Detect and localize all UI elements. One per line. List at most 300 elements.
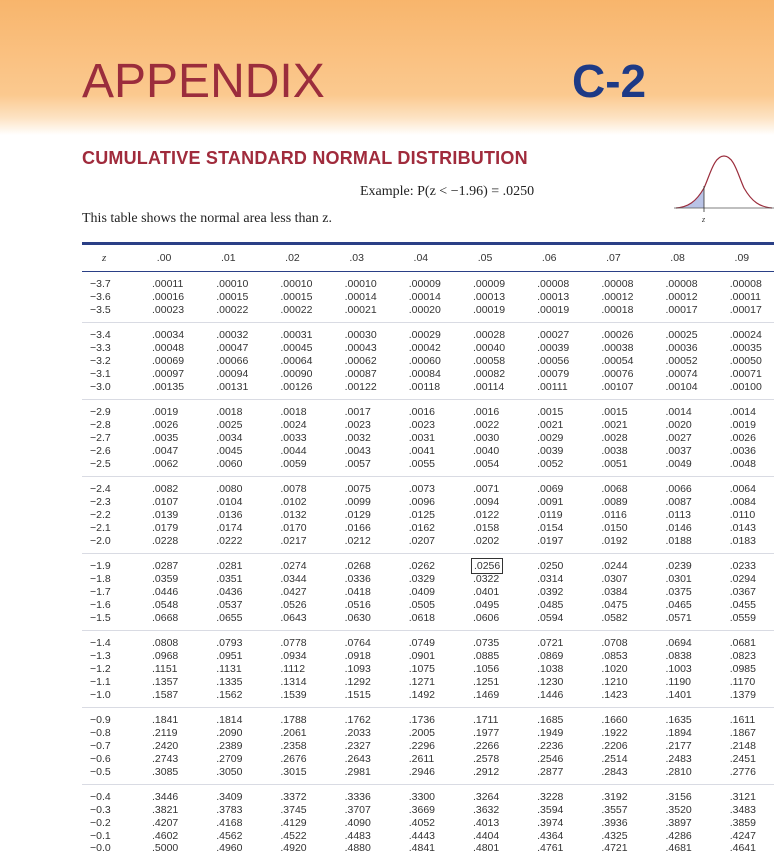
probability-cell: .0094 bbox=[472, 496, 500, 509]
probability-cell: .4522 bbox=[280, 829, 307, 842]
probability-cell: .0020 bbox=[665, 419, 692, 432]
probability-cell: .00010 bbox=[344, 278, 377, 290]
probability-cell: .0041 bbox=[408, 444, 436, 457]
probability-cell: .0075 bbox=[325, 477, 389, 496]
probability-cell: .0037 bbox=[665, 444, 692, 457]
table-row bbox=[82, 753, 774, 766]
probability-cell: .00023 bbox=[152, 303, 185, 316]
probability-cell: .0029 bbox=[537, 431, 564, 444]
probability-cell: .00084 bbox=[408, 367, 441, 380]
probability-cell: .0681 bbox=[710, 631, 774, 650]
probability-cell: .1562 bbox=[216, 688, 243, 701]
row-group bbox=[82, 323, 774, 400]
probability-cell: .0721 bbox=[517, 631, 581, 650]
probability-cell: .00040 bbox=[472, 342, 506, 355]
probability-cell: .0174 bbox=[216, 521, 243, 534]
probability-cell: .0344 bbox=[280, 573, 307, 586]
probability-cell: .0019 bbox=[729, 419, 756, 432]
probability-cell: .0294 bbox=[729, 573, 756, 586]
column-header: .06 bbox=[541, 252, 557, 264]
probability-cell: .0113 bbox=[665, 508, 691, 521]
column-header: .01 bbox=[220, 252, 236, 264]
z-value-cell: −2.1 bbox=[90, 521, 111, 534]
table-row bbox=[82, 509, 774, 522]
probability-cell: .0014 bbox=[710, 400, 774, 419]
probability-cell: .00034 bbox=[132, 323, 196, 342]
probability-cell: .00135 bbox=[152, 380, 185, 393]
probability-cell: .00131 bbox=[216, 380, 249, 393]
probability-cell: .00008 bbox=[601, 278, 634, 290]
probability-cell: .00122 bbox=[344, 380, 377, 393]
probability-cell: .5000 bbox=[152, 842, 179, 855]
probability-cell: .00038 bbox=[601, 342, 634, 355]
probability-cell: .0052 bbox=[537, 457, 564, 470]
z-value-cell: −3.0 bbox=[90, 380, 111, 393]
probability-cell: .0582 bbox=[601, 611, 628, 624]
probability-cell: .2148 bbox=[729, 739, 756, 752]
table-row bbox=[82, 400, 774, 419]
table-row bbox=[82, 804, 774, 817]
z-value-cell: −2.9 bbox=[82, 400, 132, 419]
probability-cell: .0031 bbox=[408, 431, 436, 444]
z-value-cell: −1.8 bbox=[90, 573, 111, 586]
z-value-cell: −0.6 bbox=[90, 752, 111, 765]
probability-cell: .3409 bbox=[196, 785, 260, 804]
probability-cell: .0901 bbox=[408, 650, 436, 663]
probability-cell: .0233 bbox=[710, 554, 774, 573]
probability-cell: .00016 bbox=[152, 290, 185, 303]
probability-cell: .00069 bbox=[152, 354, 185, 367]
probability-cell: .4801 bbox=[472, 842, 500, 855]
probability-cell: .0021 bbox=[537, 419, 564, 432]
table-row bbox=[82, 727, 774, 740]
probability-cell: .4641 bbox=[729, 842, 756, 855]
probability-cell: .0274 bbox=[260, 554, 324, 573]
probability-cell: .00012 bbox=[665, 290, 698, 303]
probability-cell: .0606 bbox=[472, 611, 500, 624]
probability-cell: .0051 bbox=[601, 457, 628, 470]
probability-cell: .0060 bbox=[216, 457, 243, 470]
z-value-cell: −0.7 bbox=[90, 739, 111, 752]
z-value-cell: −2.2 bbox=[90, 508, 111, 521]
probability-cell: .0107 bbox=[152, 496, 179, 509]
probability-cell: .3015 bbox=[280, 765, 307, 778]
probability-cell: .0055 bbox=[408, 457, 436, 470]
probability-cell: .4404 bbox=[472, 829, 500, 842]
probability-cell: .00036 bbox=[665, 342, 698, 355]
probability-cell: .00126 bbox=[280, 380, 313, 393]
probability-cell: .0918 bbox=[344, 650, 371, 663]
probability-cell: .2843 bbox=[601, 765, 628, 778]
probability-cell: .1190 bbox=[665, 675, 691, 688]
normal-distribution-table bbox=[82, 242, 774, 861]
probability-cell: .0146 bbox=[665, 521, 692, 534]
appendix-code: C-2 bbox=[572, 55, 647, 107]
probability-cell: .2877 bbox=[537, 765, 564, 778]
probability-cell: .0015 bbox=[581, 400, 645, 419]
probability-cell: .3632 bbox=[472, 804, 500, 817]
probability-cell: .4483 bbox=[344, 829, 371, 842]
z-value-cell: −2.0 bbox=[90, 534, 111, 547]
probability-cell: .0036 bbox=[729, 444, 756, 457]
probability-cell: .1515 bbox=[344, 688, 371, 701]
probability-cell: .0139 bbox=[152, 508, 179, 521]
probability-cell: .00029 bbox=[389, 323, 453, 342]
probability-cell: .00079 bbox=[537, 367, 570, 380]
probability-cell: .1423 bbox=[601, 688, 628, 701]
probability-cell: .0023 bbox=[408, 419, 436, 432]
probability-cell: .0040 bbox=[472, 444, 500, 457]
table-row bbox=[82, 272, 774, 291]
probability-cell: .00019 bbox=[537, 303, 570, 316]
z-value-cell: −0.4 bbox=[82, 785, 132, 804]
table-row bbox=[82, 740, 774, 753]
probability-cell: .2451 bbox=[729, 752, 756, 765]
probability-cell: .0455 bbox=[729, 598, 756, 611]
probability-cell: .0019 bbox=[132, 400, 196, 419]
probability-cell: .0268 bbox=[325, 554, 389, 573]
probability-cell: .0069 bbox=[517, 477, 581, 496]
probability-cell: .0838 bbox=[665, 650, 692, 663]
probability-cell: .1446 bbox=[537, 688, 564, 701]
probability-cell: .3821 bbox=[152, 804, 179, 817]
z-value-cell: −0.8 bbox=[90, 727, 111, 740]
probability-cell: .00014 bbox=[408, 290, 441, 303]
probability-cell: .0078 bbox=[260, 477, 324, 496]
probability-cell: .0043 bbox=[344, 444, 371, 457]
probability-cell: .1170 bbox=[729, 675, 756, 688]
z-value-cell: −2.7 bbox=[90, 431, 111, 444]
probability-cell: .0392 bbox=[537, 585, 564, 598]
probability-cell: .0044 bbox=[280, 444, 307, 457]
table-row bbox=[82, 586, 774, 599]
probability-cell: .0119 bbox=[537, 508, 563, 521]
z-value-cell: −3.7 bbox=[90, 278, 111, 290]
probability-cell: .00114 bbox=[472, 380, 505, 393]
probability-cell: .1922 bbox=[601, 727, 628, 740]
z-value-cell: −3.1 bbox=[90, 367, 111, 380]
probability-cell: .3336 bbox=[325, 785, 389, 804]
table-row bbox=[82, 419, 774, 432]
probability-cell: .00118 bbox=[408, 380, 441, 393]
probability-cell: .4761 bbox=[537, 842, 564, 855]
probability-cell: .2676 bbox=[280, 752, 307, 765]
probability-cell: .00008 bbox=[729, 278, 762, 290]
probability-cell: .0059 bbox=[280, 457, 307, 470]
probability-cell: .00021 bbox=[344, 303, 377, 316]
probability-cell: .0170 bbox=[280, 521, 307, 534]
probability-cell: .0202 bbox=[472, 534, 500, 547]
probability-cell: .0384 bbox=[601, 585, 628, 598]
column-header: .09 bbox=[734, 252, 750, 264]
probability-cell: .00090 bbox=[280, 367, 313, 380]
probability-cell: .00028 bbox=[453, 323, 517, 342]
probability-cell: .0222 bbox=[216, 534, 243, 547]
probability-cell: .0485 bbox=[537, 598, 564, 611]
probability-cell: .0287 bbox=[132, 554, 196, 573]
probability-cell: .4364 bbox=[537, 829, 564, 842]
probability-cell: .00062 bbox=[344, 354, 377, 367]
probability-cell: .0537 bbox=[216, 598, 243, 611]
column-header-z: z bbox=[102, 252, 107, 264]
z-value-cell: −1.0 bbox=[90, 688, 111, 701]
z-value-cell: −1.7 bbox=[90, 585, 111, 598]
z-value-cell: −2.5 bbox=[90, 457, 111, 470]
probability-cell: .00024 bbox=[710, 323, 774, 342]
probability-cell: .0026 bbox=[152, 419, 179, 432]
probability-cell: .00009 bbox=[408, 278, 441, 290]
probability-cell: .3859 bbox=[729, 816, 756, 829]
probability-cell: .00045 bbox=[280, 342, 313, 355]
probability-cell: .0764 bbox=[325, 631, 389, 650]
probability-cell: .3228 bbox=[517, 785, 581, 804]
probability-cell: .4920 bbox=[280, 842, 307, 855]
probability-cell: .0418 bbox=[344, 585, 371, 598]
probability-cell: .00039 bbox=[537, 342, 570, 355]
probability-cell: .0708 bbox=[581, 631, 645, 650]
probability-cell: .0559 bbox=[729, 611, 756, 624]
row-group bbox=[82, 554, 774, 631]
probability-cell: .0150 bbox=[601, 521, 628, 534]
probability-cell: .0062 bbox=[152, 457, 179, 470]
probability-cell: .2483 bbox=[665, 752, 692, 765]
probability-cell: .0096 bbox=[408, 496, 436, 509]
table-row bbox=[82, 445, 774, 458]
z-value-cell: −3.3 bbox=[90, 342, 111, 355]
probability-cell: .0427 bbox=[280, 585, 307, 598]
probability-cell: .1075 bbox=[408, 662, 436, 675]
probability-cell: .00082 bbox=[472, 367, 506, 380]
table-header-row bbox=[82, 245, 774, 272]
probability-cell: .0014 bbox=[646, 400, 710, 419]
probability-cell: .00025 bbox=[646, 323, 710, 342]
probability-cell: .2514 bbox=[601, 752, 628, 765]
probability-cell: .0049 bbox=[665, 457, 692, 470]
probability-cell: .4960 bbox=[216, 842, 243, 855]
probability-cell: .3121 bbox=[710, 785, 774, 804]
probability-cell: .3300 bbox=[389, 785, 453, 804]
probability-cell: .0934 bbox=[280, 650, 307, 663]
curve-axis-label: z bbox=[702, 215, 706, 224]
example-text bbox=[360, 184, 534, 200]
probability-cell: .0351 bbox=[216, 573, 243, 586]
probability-cell: .0143 bbox=[729, 521, 756, 534]
probability-cell: .4129 bbox=[280, 816, 307, 829]
probability-cell: .2578 bbox=[472, 752, 500, 765]
probability-cell: .0197 bbox=[537, 534, 564, 547]
probability-cell: .3974 bbox=[537, 816, 564, 829]
probability-cell: .0375 bbox=[665, 585, 692, 598]
probability-cell: .4052 bbox=[408, 816, 436, 829]
probability-cell: .00107 bbox=[601, 380, 634, 393]
probability-cell: .2119 bbox=[152, 727, 178, 740]
probability-cell: .00027 bbox=[517, 323, 581, 342]
table-row bbox=[82, 842, 774, 861]
column-header: .05 bbox=[477, 252, 493, 264]
probability-cell: .0122 bbox=[472, 508, 500, 521]
column-header: .04 bbox=[413, 252, 429, 264]
probability-cell: .2327 bbox=[344, 739, 371, 752]
probability-cell: .2358 bbox=[280, 739, 307, 752]
probability-cell: .00097 bbox=[152, 367, 185, 380]
probability-cell: .0207 bbox=[408, 534, 436, 547]
probability-cell: .1611 bbox=[710, 708, 774, 727]
probability-cell: .2266 bbox=[472, 739, 500, 752]
probability-cell: .0655 bbox=[216, 611, 243, 624]
z-value-cell: −0.5 bbox=[90, 765, 111, 778]
probability-cell: .0016 bbox=[389, 400, 453, 419]
z-value-cell: −1.5 bbox=[90, 611, 111, 624]
probability-cell: .4562 bbox=[216, 829, 243, 842]
probability-cell: .0066 bbox=[646, 477, 710, 496]
probability-cell: .4681 bbox=[665, 842, 692, 855]
column-header: .03 bbox=[349, 252, 364, 264]
probability-cell: .4325 bbox=[601, 829, 628, 842]
table-row bbox=[82, 554, 774, 573]
probability-cell: .1056 bbox=[472, 662, 500, 675]
probability-cell: .00094 bbox=[216, 367, 249, 380]
probability-cell: .2005 bbox=[408, 727, 436, 740]
table-row bbox=[82, 323, 774, 342]
probability-cell: .1894 bbox=[665, 727, 692, 740]
probability-cell: .0024 bbox=[280, 419, 307, 432]
probability-cell: .3669 bbox=[408, 804, 436, 817]
probability-cell: .1112 bbox=[280, 662, 306, 675]
probability-cell: .4443 bbox=[408, 829, 436, 842]
probability-cell: .1251 bbox=[472, 675, 500, 688]
probability-cell: .00017 bbox=[729, 303, 762, 316]
probability-cell: .0548 bbox=[152, 598, 179, 611]
probability-cell: .00022 bbox=[216, 303, 249, 316]
table-row bbox=[82, 342, 774, 355]
probability-cell: .3050 bbox=[216, 765, 243, 778]
probability-cell: .4721 bbox=[601, 842, 628, 855]
z-value-cell: −3.5 bbox=[90, 303, 111, 316]
probability-cell: .4090 bbox=[344, 816, 371, 829]
probability-cell: .00060 bbox=[408, 354, 441, 367]
probability-cell: .0018 bbox=[260, 400, 324, 419]
probability-cell: .00047 bbox=[216, 342, 249, 355]
probability-cell: .0080 bbox=[196, 477, 260, 496]
z-value-cell: −1.9 bbox=[82, 554, 132, 573]
probability-cell: .0668 bbox=[152, 611, 179, 624]
probability-cell: .00056 bbox=[537, 354, 570, 367]
probability-cell: .0808 bbox=[132, 631, 196, 650]
probability-cell: .00011 bbox=[152, 278, 184, 290]
probability-cell: .2033 bbox=[344, 727, 371, 740]
probability-cell: .0749 bbox=[389, 631, 453, 650]
probability-cell: .0073 bbox=[389, 477, 453, 496]
probability-cell: .2389 bbox=[216, 739, 243, 752]
z-value-cell: −2.6 bbox=[90, 444, 111, 457]
probability-cell: .00010 bbox=[280, 278, 313, 290]
probability-cell bbox=[453, 554, 517, 573]
example-text-content: Example: P(z < −1.96) = .0250 bbox=[360, 184, 535, 199]
probability-cell: .00015 bbox=[216, 290, 249, 303]
table-row bbox=[82, 432, 774, 445]
probability-cell: .4013 bbox=[472, 816, 500, 829]
probability-cell: .1093 bbox=[344, 662, 371, 675]
probability-cell: .0018 bbox=[196, 400, 260, 419]
probability-cell: .00111 bbox=[537, 380, 568, 393]
probability-cell: .0618 bbox=[408, 611, 436, 624]
probability-cell: .0307 bbox=[601, 573, 628, 586]
probability-cell: .00011 bbox=[729, 290, 762, 303]
probability-cell: .1736 bbox=[389, 708, 453, 727]
probability-cell: .4207 bbox=[152, 816, 179, 829]
probability-cell: .0951 bbox=[216, 650, 243, 663]
table-row bbox=[82, 676, 774, 689]
appendix-label: APPENDIX bbox=[82, 55, 325, 108]
z-value-cell: −0.0 bbox=[90, 842, 111, 855]
probability-cell: .00020 bbox=[408, 303, 441, 316]
z-value-cell: −3.4 bbox=[82, 323, 132, 342]
table-row bbox=[82, 535, 774, 554]
probability-cell: .0027 bbox=[665, 431, 692, 444]
table-row bbox=[82, 785, 774, 804]
probability-cell: .0192 bbox=[601, 534, 628, 547]
table-row bbox=[82, 650, 774, 663]
probability-cell: .2912 bbox=[472, 765, 500, 778]
probability-cell: .1635 bbox=[646, 708, 710, 727]
normal-curve-icon bbox=[674, 150, 774, 226]
probability-cell: .0039 bbox=[537, 444, 564, 457]
probability-cell: .1020 bbox=[601, 662, 628, 675]
probability-cell: .0778 bbox=[260, 631, 324, 650]
probability-cell: .0017 bbox=[325, 400, 389, 419]
probability-cell: .00048 bbox=[152, 342, 185, 355]
probability-cell: .0643 bbox=[280, 611, 307, 624]
probability-cell: .0047 bbox=[152, 444, 179, 457]
z-value-cell: −3.2 bbox=[90, 354, 111, 367]
probability-cell: .1038 bbox=[537, 662, 564, 675]
z-value-cell: −3.6 bbox=[90, 290, 111, 303]
table-row bbox=[82, 458, 774, 477]
table-row bbox=[82, 817, 774, 830]
table-row bbox=[82, 368, 774, 381]
probability-cell: .2177 bbox=[665, 739, 692, 752]
probability-cell: .0409 bbox=[408, 585, 436, 598]
probability-cell: .2776 bbox=[729, 765, 756, 778]
probability-cell: .2743 bbox=[152, 752, 179, 765]
probability-cell: .0035 bbox=[152, 431, 179, 444]
z-value-cell: −1.1 bbox=[90, 675, 111, 688]
probability-cell: .0162 bbox=[408, 521, 436, 534]
probability-cell: .0336 bbox=[344, 573, 371, 586]
row-group bbox=[82, 400, 774, 477]
probability-cell: .0038 bbox=[601, 444, 628, 457]
table-row bbox=[82, 381, 774, 400]
probability-cell: .0885 bbox=[472, 650, 500, 663]
table-row bbox=[82, 689, 774, 708]
probability-cell: .0630 bbox=[344, 611, 371, 624]
probability-cell: .0091 bbox=[537, 496, 564, 509]
probability-cell: .00100 bbox=[729, 380, 762, 393]
probability-cell: .0082 bbox=[132, 477, 196, 496]
probability-cell: .1788 bbox=[260, 708, 324, 727]
probability-cell: .0281 bbox=[196, 554, 260, 573]
probability-cell: .0033 bbox=[280, 431, 307, 444]
probability-cell: .0102 bbox=[280, 496, 307, 509]
probability-cell: .2709 bbox=[216, 752, 243, 765]
probability-cell: .00043 bbox=[344, 342, 377, 355]
probability-cell: .2546 bbox=[537, 752, 564, 765]
probability-cell: .0436 bbox=[216, 585, 243, 598]
probability-cell: .0571 bbox=[665, 611, 692, 624]
probability-cell: .00013 bbox=[472, 290, 506, 303]
probability-cell: .00017 bbox=[665, 303, 698, 316]
probability-cell: .0016 bbox=[453, 400, 517, 419]
